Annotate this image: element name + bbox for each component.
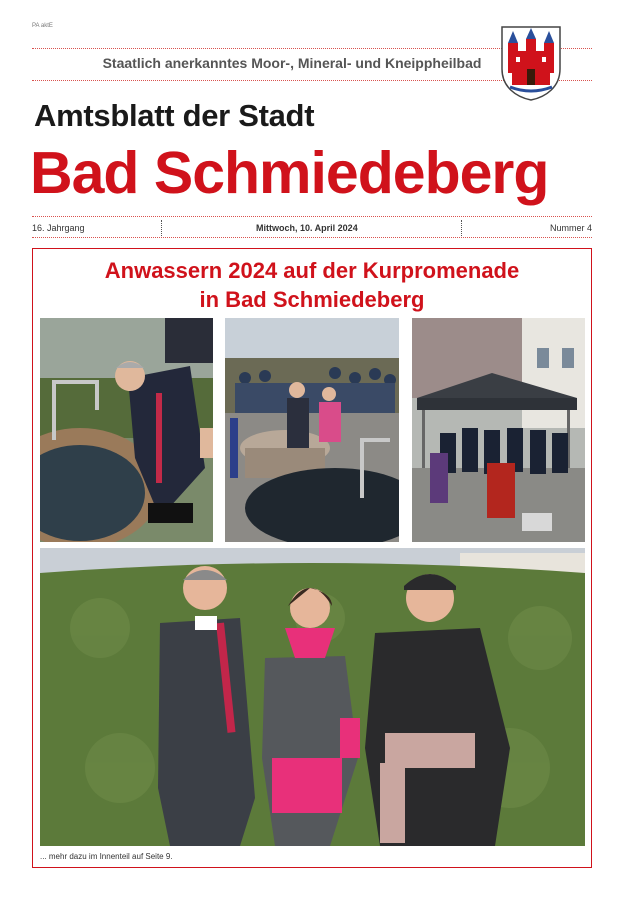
photo-group-hedge [40,548,585,846]
divider-info-top [32,216,592,217]
spa-subtitle: Staatlich anerkanntes Moor-, Mineral- und Kneippheilbad [102,55,482,71]
issue-date: Mittwoch, 10. April 2024 [256,223,358,233]
photo-crowd-fountain [225,318,399,542]
photo-band-tent [412,318,585,542]
photo-caption: ... mehr dazu im Innenteil auf Seite 9. [40,852,173,861]
volume-label: 16. Jahrgang [32,223,85,233]
photo-man-at-pool [40,318,213,542]
issue-number: Nummer 4 [549,223,592,233]
info-separator [461,220,462,238]
issue-info-bar [32,220,592,236]
divider-info-bottom [32,237,592,238]
page-marker: PA aktE [32,23,53,29]
info-separator [161,220,162,238]
town-crest-icon [500,25,562,101]
article-headline: Anwassern 2024 auf der Kurpromenade in Bad Schmiedeberg [104,258,520,312]
masthead-town-name: Bad Schmiedeberg [30,140,549,206]
masthead-line1: Amtsblatt der Stadt [34,98,315,133]
